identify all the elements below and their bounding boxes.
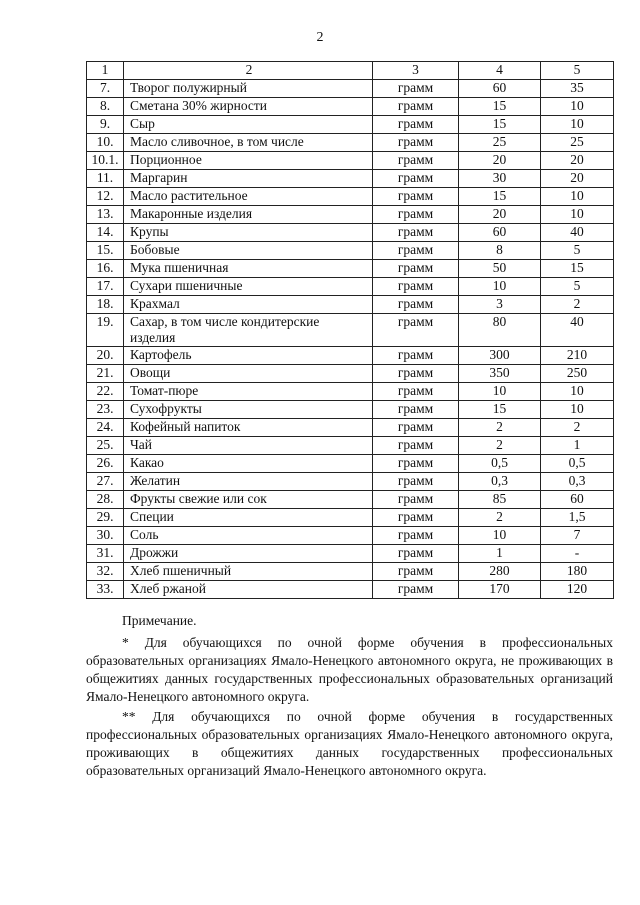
norm-value-cell: 10 — [459, 383, 541, 401]
product-name-cell: Дрожжи — [124, 545, 373, 563]
norm-value-cell: 15 — [459, 188, 541, 206]
table-row — [87, 527, 614, 545]
unit-cell: грамм — [373, 419, 459, 437]
norm-value-cell: 7 — [541, 527, 614, 545]
norm-value-cell: 10 — [541, 206, 614, 224]
product-name-cell: Соль — [124, 527, 373, 545]
norm-value-cell: 170 — [459, 581, 541, 599]
norm-value-cell: 20 — [541, 170, 614, 188]
unit-cell: грамм — [373, 98, 459, 116]
norm-value-cell: 10 — [459, 278, 541, 296]
product-name-cell: Специи — [124, 509, 373, 527]
product-name-cell: Сметана 30% жирности — [124, 98, 373, 116]
row-number-cell: 25. — [87, 437, 124, 455]
norm-value-cell: 2 — [541, 296, 614, 314]
product-name-cell: Крахмал — [124, 296, 373, 314]
unit-cell: грамм — [373, 473, 459, 491]
unit-cell: грамм — [373, 314, 459, 347]
row-number-cell: 13. — [87, 206, 124, 224]
notes-section — [86, 612, 613, 782]
row-number-cell: 27. — [87, 473, 124, 491]
product-name-cell: Желатин — [124, 473, 373, 491]
table-row — [87, 242, 614, 260]
product-name-cell: Сухари пшеничные — [124, 278, 373, 296]
unit-cell: грамм — [373, 260, 459, 278]
table-row — [87, 188, 614, 206]
row-number-cell: 18. — [87, 296, 124, 314]
norm-value-cell: 210 — [541, 347, 614, 365]
product-name-cell: Крупы — [124, 224, 373, 242]
table-row — [87, 134, 614, 152]
note-paragraph: ** Для обучающихся по очной форме обучения в государственных профессиональных образовательных организациях Ямало-Ненецкого автономного округа, проживающих в общежитиях данных государственных профессиональных образовательных организаций Ямало-Ненецкого автономного округа. — [86, 709, 613, 778]
row-number-cell: 8. — [87, 98, 124, 116]
table-row — [87, 545, 614, 563]
row-number-cell: 32. — [87, 563, 124, 581]
table-row — [87, 260, 614, 278]
norm-value-cell: 120 — [541, 581, 614, 599]
table-row — [87, 278, 614, 296]
norm-value-cell: 80 — [459, 314, 541, 347]
product-name-cell: Масло сливочное, в том числе — [124, 134, 373, 152]
norm-value-cell: 85 — [459, 491, 541, 509]
row-number-cell: 22. — [87, 383, 124, 401]
norm-value-cell: 40 — [541, 314, 614, 347]
norm-value-cell: 10 — [541, 98, 614, 116]
product-name-cell: Бобовые — [124, 242, 373, 260]
row-number-cell: 7. — [87, 80, 124, 98]
norm-value-cell: 0,3 — [459, 473, 541, 491]
norm-value-cell: 1 — [459, 545, 541, 563]
norm-value-cell: 40 — [541, 224, 614, 242]
unit-cell: грамм — [373, 401, 459, 419]
table-row — [87, 170, 614, 188]
norm-value-cell: 15 — [541, 260, 614, 278]
unit-cell: грамм — [373, 581, 459, 599]
norm-value-cell: 280 — [459, 563, 541, 581]
norm-value-cell: 5 — [541, 278, 614, 296]
table-row — [87, 419, 614, 437]
norm-value-cell: 10 — [541, 401, 614, 419]
norm-value-cell: 1 — [541, 437, 614, 455]
row-number-cell: 23. — [87, 401, 124, 419]
norm-value-cell: 30 — [459, 170, 541, 188]
row-number-cell: 15. — [87, 242, 124, 260]
row-number-cell: 30. — [87, 527, 124, 545]
notes-title: Примечание. — [122, 613, 197, 628]
norm-value-cell: 250 — [541, 365, 614, 383]
unit-cell: грамм — [373, 437, 459, 455]
row-number-cell: 19. — [87, 314, 124, 347]
column-header: 4 — [459, 62, 541, 80]
product-name-cell: Порционное — [124, 152, 373, 170]
unit-cell: грамм — [373, 206, 459, 224]
product-name-cell: Творог полужирный — [124, 80, 373, 98]
table-row — [87, 473, 614, 491]
norm-value-cell: 10 — [459, 527, 541, 545]
unit-cell: грамм — [373, 383, 459, 401]
norm-value-cell: 60 — [459, 80, 541, 98]
row-number-cell: 10.1. — [87, 152, 124, 170]
column-header: 1 — [87, 62, 124, 80]
food-norms-table — [86, 61, 614, 599]
unit-cell: грамм — [373, 242, 459, 260]
unit-cell: грамм — [373, 278, 459, 296]
product-name-cell: Маргарин — [124, 170, 373, 188]
table-row — [87, 491, 614, 509]
product-name-cell: Какао — [124, 455, 373, 473]
unit-cell: грамм — [373, 527, 459, 545]
norm-value-cell: 60 — [541, 491, 614, 509]
product-name-cell: Мука пшеничная — [124, 260, 373, 278]
norm-value-cell: 10 — [541, 188, 614, 206]
table-row — [87, 383, 614, 401]
norm-value-cell: 50 — [459, 260, 541, 278]
norm-value-cell: 300 — [459, 347, 541, 365]
product-name-cell: Сыр — [124, 116, 373, 134]
norm-value-cell: 20 — [459, 152, 541, 170]
row-number-cell: 12. — [87, 188, 124, 206]
table-row — [87, 347, 614, 365]
page-number: 2 — [316, 30, 324, 45]
unit-cell: грамм — [373, 509, 459, 527]
unit-cell: грамм — [373, 365, 459, 383]
table-row — [87, 401, 614, 419]
row-number-cell: 31. — [87, 545, 124, 563]
norm-value-cell: 180 — [541, 563, 614, 581]
table-row — [87, 581, 614, 599]
unit-cell: грамм — [373, 224, 459, 242]
row-number-cell: 17. — [87, 278, 124, 296]
product-name-cell: Фрукты свежие или сок — [124, 491, 373, 509]
row-number-cell: 21. — [87, 365, 124, 383]
table-row — [87, 296, 614, 314]
row-number-cell: 26. — [87, 455, 124, 473]
norm-value-cell: 35 — [541, 80, 614, 98]
unit-cell: грамм — [373, 188, 459, 206]
table-row — [87, 116, 614, 134]
table-row — [87, 563, 614, 581]
norm-value-cell: 1,5 — [541, 509, 614, 527]
row-number-cell: 10. — [87, 134, 124, 152]
norm-value-cell: 25 — [459, 134, 541, 152]
product-name-cell: Чай — [124, 437, 373, 455]
product-name-cell: Картофель — [124, 347, 373, 365]
norm-value-cell: 2 — [459, 509, 541, 527]
norm-value-cell: 20 — [459, 206, 541, 224]
product-name-cell: Макаронные изделия — [124, 206, 373, 224]
row-number-cell: 9. — [87, 116, 124, 134]
row-number-cell: 11. — [87, 170, 124, 188]
row-number-cell: 33. — [87, 581, 124, 599]
table-row — [87, 152, 614, 170]
norm-value-cell: 10 — [541, 383, 614, 401]
unit-cell: грамм — [373, 134, 459, 152]
norm-value-cell: 8 — [459, 242, 541, 260]
row-number-cell: 16. — [87, 260, 124, 278]
product-name-cell: Сухофрукты — [124, 401, 373, 419]
row-number-cell: 14. — [87, 224, 124, 242]
table-row — [87, 509, 614, 527]
norm-value-cell: 15 — [459, 98, 541, 116]
table-row — [87, 224, 614, 242]
norm-value-cell: 2 — [541, 419, 614, 437]
norm-value-cell: 20 — [541, 152, 614, 170]
norm-value-cell: 0,3 — [541, 473, 614, 491]
table-row — [87, 455, 614, 473]
note-paragraph: * Для обучающихся по очной форме обучения в профессиональных образовательных организациях Ямало-Ненецкого автономного округа, не проживающих в общежитиях данных государственных профессиональных образовательных организаций Ямало-Ненецкого автономного округа. — [86, 635, 613, 704]
norm-value-cell: 5 — [541, 242, 614, 260]
row-number-cell: 24. — [87, 419, 124, 437]
norm-value-cell: 3 — [459, 296, 541, 314]
product-name-cell: Овощи — [124, 365, 373, 383]
table-row — [87, 80, 614, 98]
table-row — [87, 98, 614, 116]
unit-cell: грамм — [373, 80, 459, 98]
column-header: 3 — [373, 62, 459, 80]
column-header: 5 — [541, 62, 614, 80]
product-name-cell: Хлеб ржаной — [124, 581, 373, 599]
row-number-cell: 28. — [87, 491, 124, 509]
unit-cell: грамм — [373, 455, 459, 473]
norm-value-cell: 15 — [459, 401, 541, 419]
row-number-cell: 20. — [87, 347, 124, 365]
unit-cell: грамм — [373, 296, 459, 314]
table-row — [87, 206, 614, 224]
unit-cell: грамм — [373, 491, 459, 509]
product-name-cell: Хлеб пшеничный — [124, 563, 373, 581]
norm-value-cell: 15 — [459, 116, 541, 134]
unit-cell: грамм — [373, 347, 459, 365]
product-name-cell: Масло растительное — [124, 188, 373, 206]
unit-cell: грамм — [373, 116, 459, 134]
product-name-cell: Сахар, в том числе кондитерские изделия — [124, 314, 373, 347]
norm-value-cell: 350 — [459, 365, 541, 383]
norm-value-cell: 0,5 — [459, 455, 541, 473]
table-row — [87, 314, 614, 347]
unit-cell: грамм — [373, 152, 459, 170]
unit-cell: грамм — [373, 170, 459, 188]
table-header-row — [87, 62, 614, 80]
unit-cell: грамм — [373, 545, 459, 563]
norm-value-cell: 2 — [459, 419, 541, 437]
unit-cell: грамм — [373, 563, 459, 581]
norm-value-cell: 60 — [459, 224, 541, 242]
norm-value-cell: 2 — [459, 437, 541, 455]
norm-value-cell: 10 — [541, 116, 614, 134]
product-name-cell: Кофейный напиток — [124, 419, 373, 437]
column-header: 2 — [124, 62, 373, 80]
norm-value-cell: - — [541, 545, 614, 563]
table-row — [87, 437, 614, 455]
norm-value-cell: 25 — [541, 134, 614, 152]
norm-value-cell: 0,5 — [541, 455, 614, 473]
row-number-cell: 29. — [87, 509, 124, 527]
table-row — [87, 365, 614, 383]
product-name-cell: Томат-пюре — [124, 383, 373, 401]
